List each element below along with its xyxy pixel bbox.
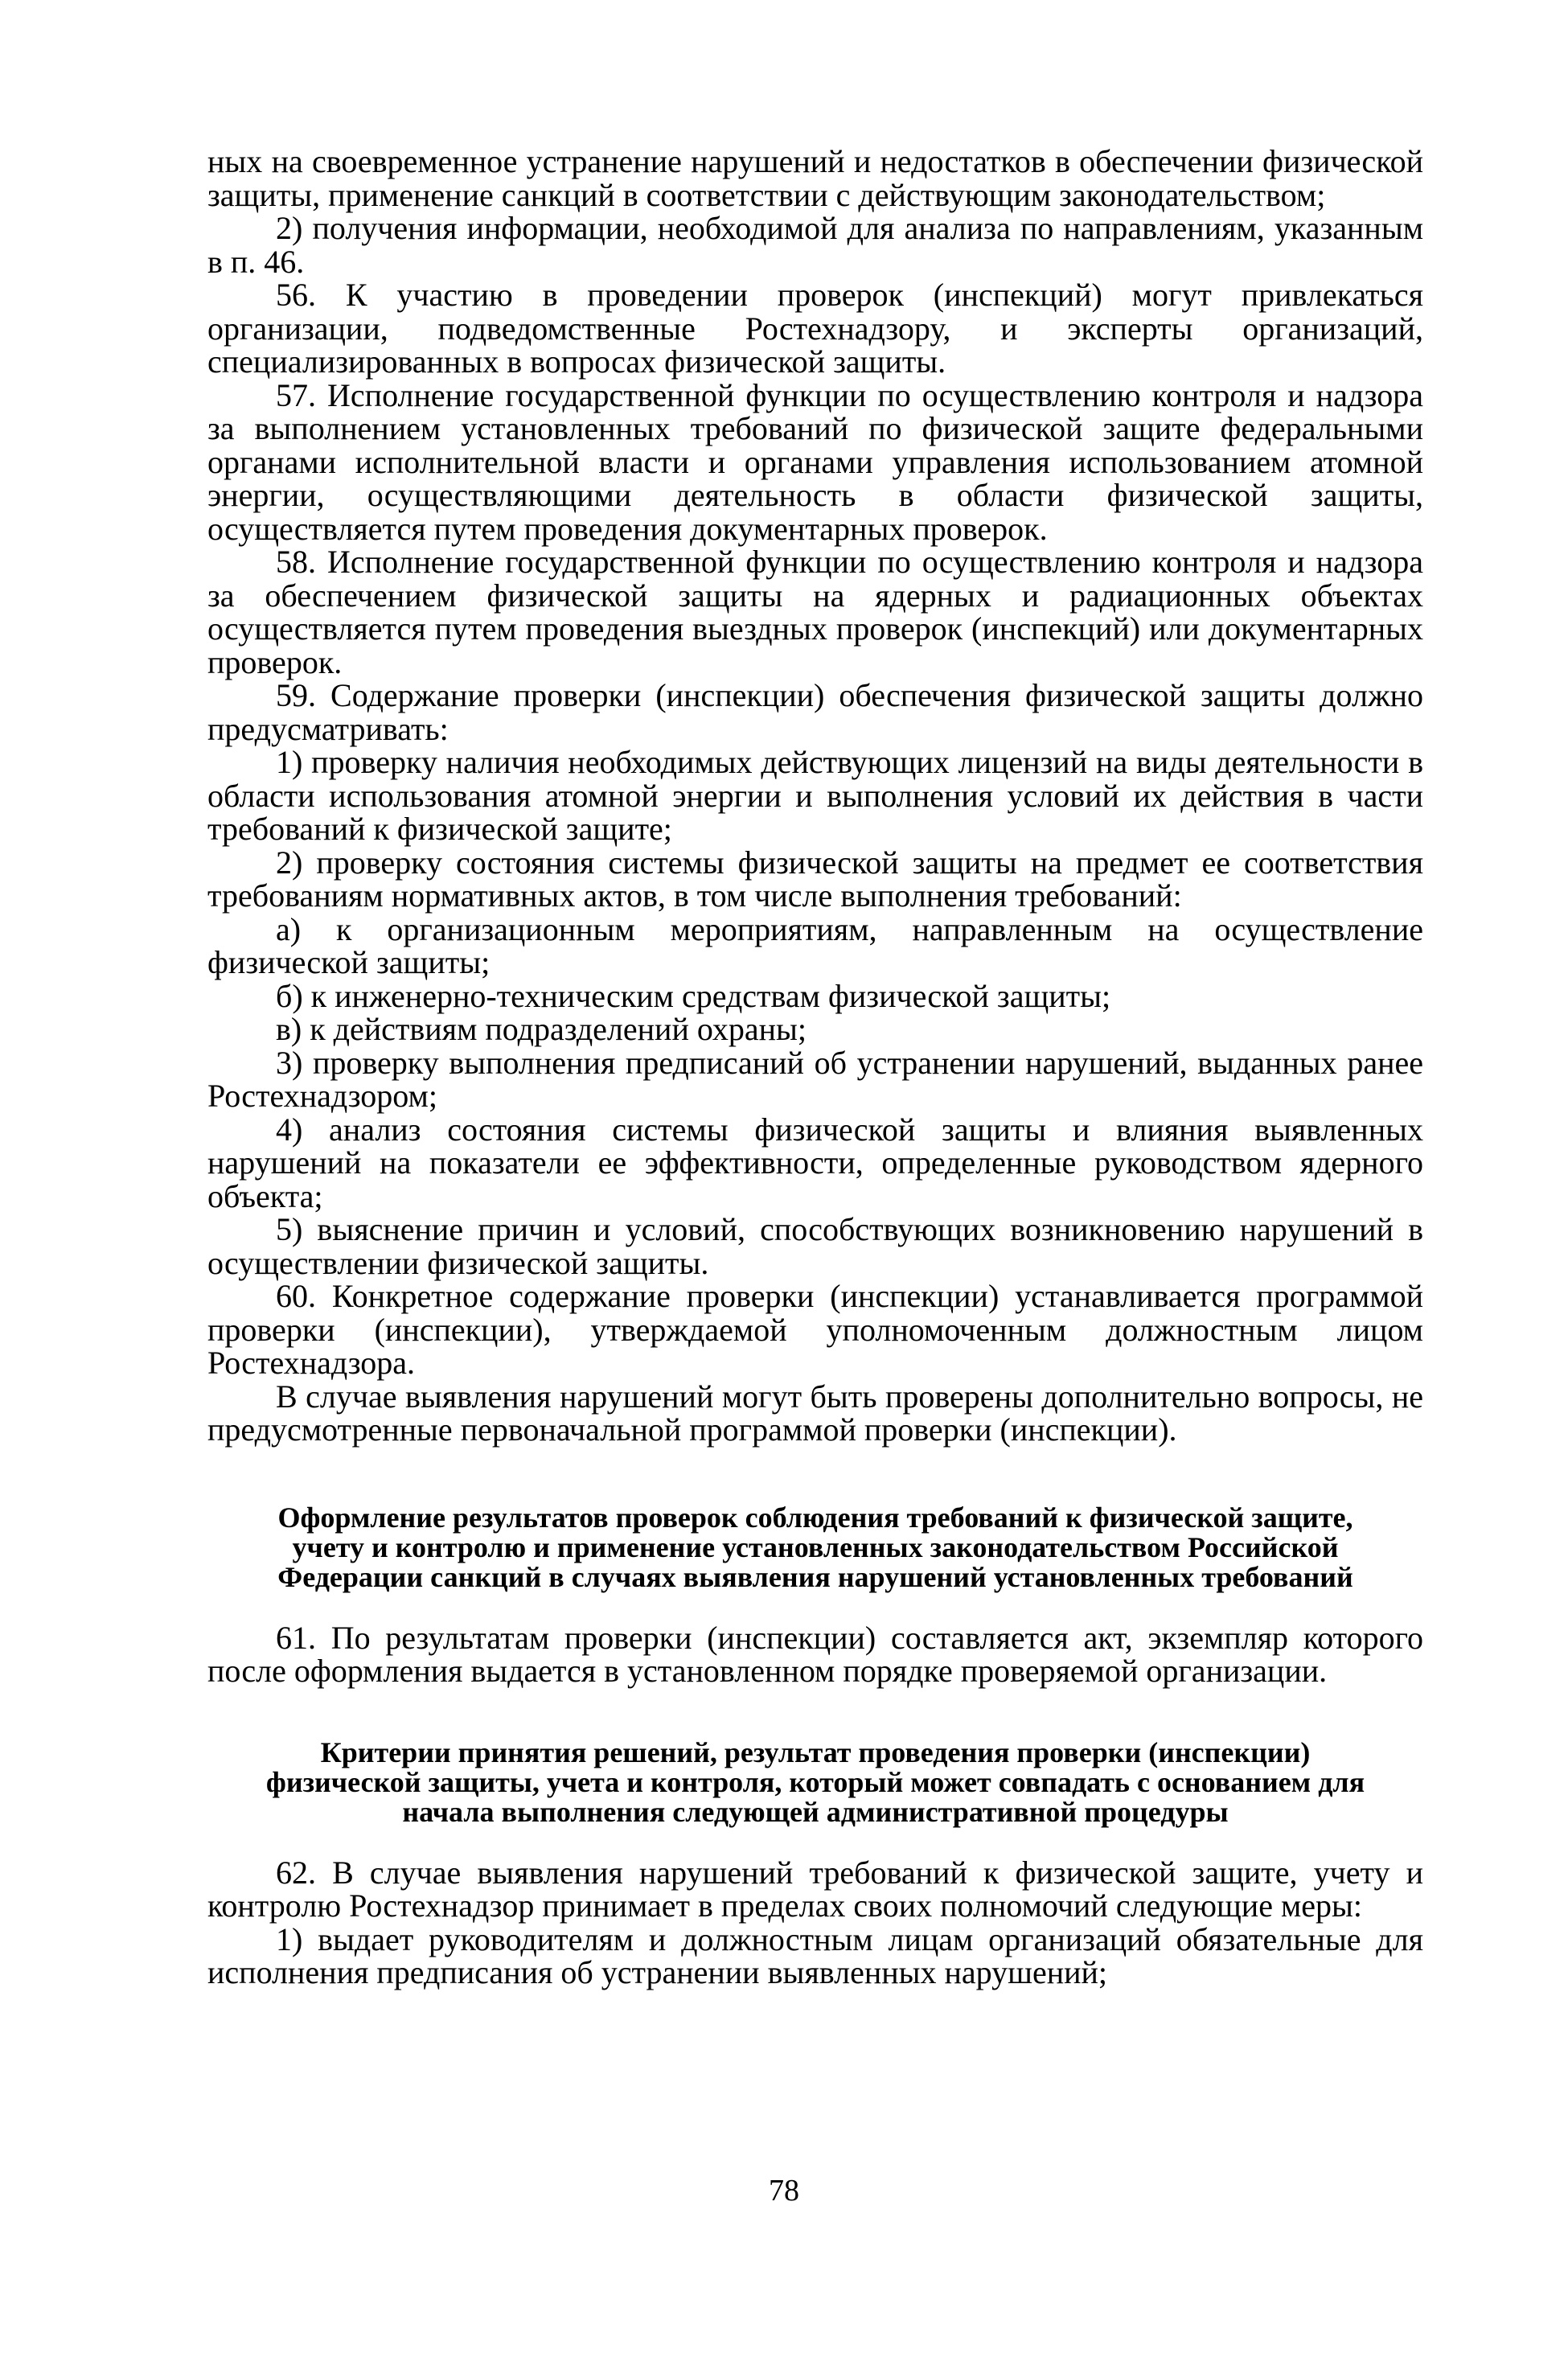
paragraph: 61. По результатам проверки (инспекции) составляется акт, экземпляр которого после оформления выдается в установленном порядке проверяемой организации. — [207, 1619, 1423, 1689]
paragraph: 59. Содержание проверки (инспекции) обеспечения физической защиты должно предусматривать: — [207, 677, 1423, 747]
paragraph: 4) анализ состояния системы физической защиты и влияния выявленных нарушений на показатели ее эффективности, определенные руководством ядерного объекта; — [207, 1111, 1423, 1214]
paragraph: б) к инженерно-техническим средствам физической защиты; — [276, 977, 1111, 1014]
paragraph: 1) выдает руководителям и должностным лицам организаций обязательные для исполнения предписания об устранении выявленных нарушений; — [207, 1920, 1423, 1990]
paragraph: а) к организационным мероприятиям, направленным на осуществление физической защиты; — [207, 910, 1423, 980]
paragraph: в) к действиям подразделений охраны; — [276, 1011, 807, 1047]
section-heading-criteria: Критерии принятия решений, результат проведения проверки (инспекции) физической защиты, учета и контроля, который может совпадать с основанием для начала выполнения следующей административной процедуры — [265, 1735, 1365, 1828]
paragraph: ных на своевременное устранение нарушений и недостатков в обеспечении физической защиты, применение санкций в соответствии с действующим законодательством; — [207, 143, 1423, 213]
paragraph: В случае выявления нарушений могут быть проверены дополнительно вопросы, не предусмотренные первоначальной программой проверки (инспекции). — [207, 1378, 1423, 1448]
text-block-3 — [207, 1856, 1423, 1990]
document-page — [207, 145, 1423, 1990]
paragraph: 2) проверку состояния системы физической защиты на предмет ее соответствия требованиям нормативных актов, в том числе выполнения требований: — [207, 844, 1423, 914]
paragraph: 57. Исполнение государственной функции по осуществлению контроля и надзора за выполнением установленных требований по физической защите федеральными органами исполнительной власти и органами управления использованием атомной энергии, осуществляющими деятельность в области физической защиты, осуществляется путем проведения документарных проверок. — [207, 376, 1423, 547]
page-number: 78 — [769, 2174, 799, 2208]
section-heading-results: Оформление результатов проверок соблюдения требований к физической защите, учету и контролю и применение установленных законодательством Российской Федерации санкций в случаях выявления нарушений установленных требований — [277, 1501, 1353, 1593]
paragraph: 56. К участию в проведении проверок (инспекций) могут привлекаться организации, подведомственные Ростехнадзору, и эксперты организаций, специализированных в вопросах физической защиты. — [207, 277, 1423, 380]
text-block-1 — [207, 145, 1423, 1447]
paragraph: 1) проверку наличия необходимых действующих лицензий на виды деятельности в области использования атомной энергии и выполнения условий их действия в части требований к физической защите; — [207, 744, 1423, 847]
text-block-2 — [207, 1621, 1423, 1688]
paragraph: 58. Исполнение государственной функции по осуществлению контроля и надзора за обеспечением физической защиты на ядерных и радиационных объектах осуществляется путем проведения выездных проверок (инспекций) или документарных проверок. — [207, 544, 1423, 680]
paragraph: 2) получения информации, необходимой для анализа по направлениям, указанным в п. 46. — [207, 210, 1423, 280]
paragraph: 60. Конкретное содержание проверки (инспекции) устанавливается программой проверки (инспекции), утверждаемой уполномоченным должностным лицом Ростехнадзора. — [207, 1278, 1423, 1381]
paragraph: 5) выяснение причин и условий, способствующих возникновению нарушений в осуществлении физической защиты. — [207, 1211, 1423, 1281]
paragraph: 3) проверку выполнения предписаний об устранении нарушений, выданных ранее Ростехнадзором; — [207, 1044, 1423, 1114]
paragraph: 62. В случае выявления нарушений требований к физической защите, учету и контролю Ростехнадзор принимает в пределах своих полномочий следующие меры: — [207, 1854, 1423, 1924]
